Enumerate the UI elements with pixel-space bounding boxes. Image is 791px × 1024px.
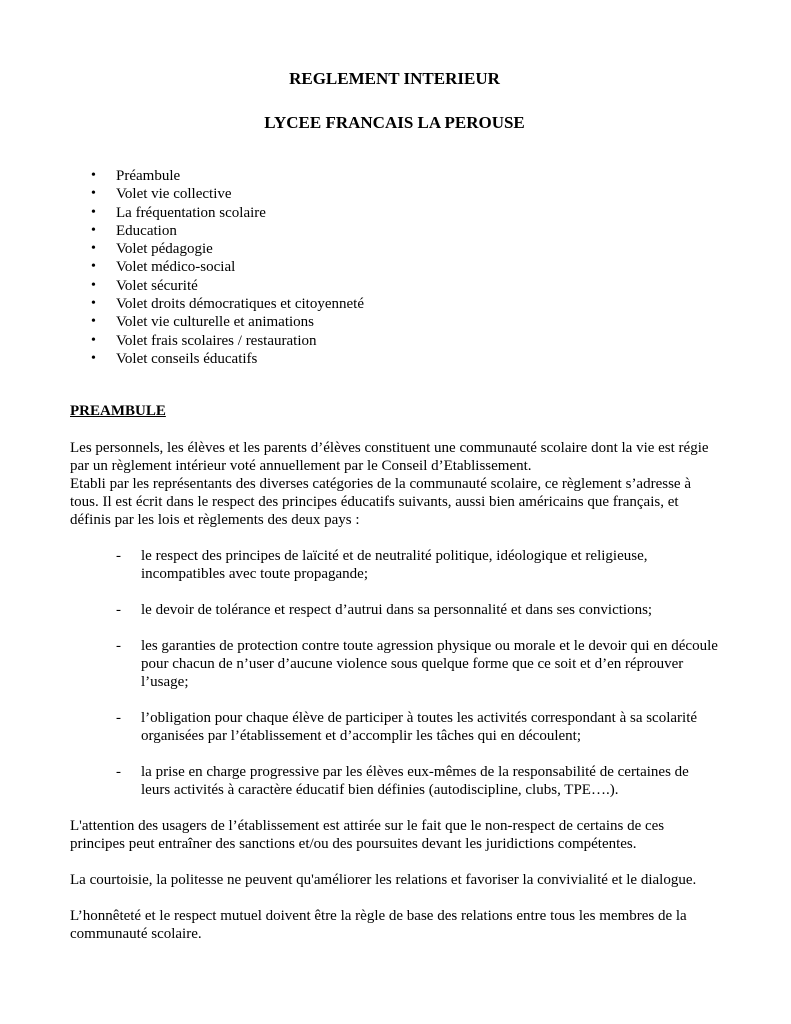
- principle-text: l’obligation pour chaque élève de participer à toutes les activités correspondant à sa scolarité organisées par l’établissement et d’accomplir les tâches qui en découlent;: [141, 710, 698, 745]
- closing-paragraph: La courtoisie, la politesse ne peuvent qu'améliorer les relations et favoriser la convivialité et le dialogue.: [70, 872, 697, 889]
- bullet-icon: •: [91, 222, 96, 238]
- toc-item-label: Volet médico-social: [116, 259, 236, 276]
- principle-item: [70, 637, 719, 691]
- document-title: REGLEMENT INTERIEUR: [289, 69, 500, 88]
- dash-marker: -: [116, 602, 121, 619]
- document-subtitle: LYCEE FRANCAIS LA PEROUSE: [264, 113, 525, 132]
- toc-item: [70, 313, 719, 331]
- bullet-icon: •: [91, 277, 96, 293]
- toc-item: [70, 204, 719, 222]
- table-of-contents: [70, 167, 719, 368]
- toc-item-label: Volet conseils éducatifs: [116, 350, 258, 367]
- principle-text: le respect des principes de laïcité et de neutralité politique, idéologique et religieuse, incompatibles avec toute propagande;: [141, 548, 648, 583]
- bullet-icon: •: [91, 350, 96, 366]
- bullet-icon: •: [91, 296, 96, 312]
- bullet-icon: •: [91, 241, 96, 257]
- toc-item-label: Volet vie culturelle et animations: [116, 314, 315, 331]
- intro-paragraph-2: Etabli par les représentants des diverses catégories de la communauté scolaire, ce règlement s’adresse à tous. Il est écrit dans le respect des principes éducatifs suivants, aussi bien américains que français, et définis par les lois et règlements des deux pays :: [70, 476, 691, 529]
- bullet-icon: •: [91, 314, 96, 330]
- principle-item: [70, 763, 719, 799]
- principle-text: le devoir de tolérance et respect d’autrui dans sa personnalité et dans ses convictions;: [141, 602, 653, 619]
- principles-list: [70, 547, 719, 799]
- toc-item: [70, 222, 719, 240]
- toc-item-label: Volet droits démocratiques et citoyenneté: [116, 296, 364, 313]
- dash-marker: -: [116, 764, 121, 781]
- toc-item-label: Volet frais scolaires / restauration: [116, 332, 317, 349]
- toc-item: [70, 240, 719, 258]
- bullet-icon: •: [91, 204, 96, 220]
- dash-marker: -: [116, 638, 121, 655]
- bullet-icon: •: [91, 259, 96, 275]
- section-heading-preambule: PREAMBULE: [70, 403, 166, 420]
- toc-item: [70, 258, 719, 276]
- closing-paragraph: L'attention des usagers de l’établissement est attirée sur le fait que le non-respect de certains de ces principes peut entraîner des sanctions et/ou des poursuites devant les juridictions compétentes.: [70, 818, 665, 853]
- dash-marker: -: [116, 548, 121, 565]
- toc-item: [70, 277, 719, 295]
- toc-item-label: La fréquentation scolaire: [116, 204, 266, 221]
- bullet-icon: •: [91, 332, 96, 348]
- toc-item: [70, 295, 719, 313]
- principle-item: [70, 709, 719, 745]
- toc-item: [70, 185, 719, 203]
- toc-item-label: Volet vie collective: [116, 186, 232, 203]
- toc-item: [70, 167, 719, 185]
- principle-text: la prise en charge progressive par les élèves eux-mêmes de la responsabilité de certaines de leurs activités à caractère éducatif bien définies (autodiscipline, clubs, TPE….).: [141, 764, 689, 799]
- bullet-icon: •: [91, 168, 96, 183]
- toc-item-label: Volet sécurité: [116, 277, 198, 294]
- principle-text: les garanties de protection contre toute agression physique ou morale et le devoir qui en découle pour chacun de n’user d’aucune violence sous quelque forme que ce soit et d’en réprouver l’usage;: [141, 638, 718, 691]
- toc-item-label: Préambule: [116, 168, 181, 184]
- principle-item: [70, 547, 719, 583]
- toc-item: [70, 350, 719, 368]
- toc-item-label: Volet pédagogie: [116, 241, 213, 258]
- toc-item-label: Education: [116, 222, 177, 239]
- intro-paragraph: Les personnels, les élèves et les parents d’élèves constituent une communauté scolaire dont la vie est régie par un règlement intérieur voté annuellement par le Conseil d’Etablissement.: [70, 440, 709, 475]
- toc-item: [70, 332, 719, 350]
- bullet-icon: •: [91, 186, 96, 202]
- principle-item: [70, 601, 719, 619]
- closing-paragraph: L’honnêteté et le respect mutuel doivent être la règle de base des relations entre tous les membres de la communauté scolaire.: [70, 908, 687, 943]
- dash-marker: -: [116, 710, 121, 727]
